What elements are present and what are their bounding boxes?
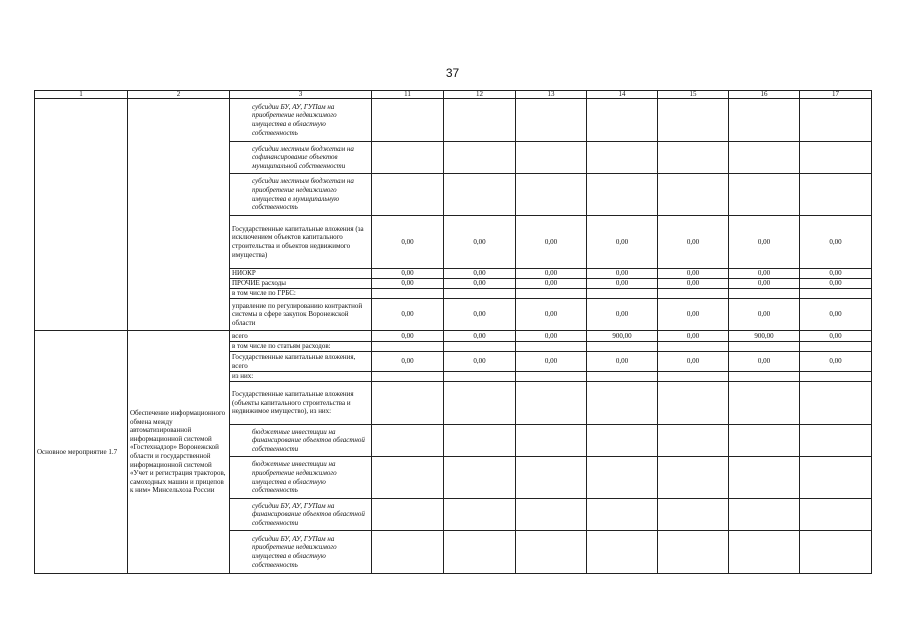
value-cell: 0,00 [587,279,658,289]
table-row [35,331,872,342]
value-cell [587,457,658,499]
value-cell [372,457,444,499]
value-cell [587,425,658,457]
value-cell: 0,00 [444,331,516,342]
value-cell [658,342,729,352]
value-cell [516,499,587,531]
value-cell [516,531,587,574]
value-cell: 0,00 [658,279,729,289]
value-cell [729,499,800,531]
value-cell [587,372,658,382]
value-cell: 0,00 [444,269,516,279]
value-cell [372,499,444,531]
value-cell: 900,00 [587,331,658,342]
value-cell [658,382,729,425]
value-cell [372,425,444,457]
value-cell [372,289,444,299]
column-header-row [35,91,872,99]
value-cell: 900,00 [729,331,800,342]
value-cell [729,457,800,499]
table-body [35,91,872,574]
value-cell [372,342,444,352]
value-cell [372,142,444,174]
value-cell: 0,00 [444,352,516,372]
value-cell [516,372,587,382]
value-cell [729,142,800,174]
value-cell [729,289,800,299]
value-cell: 0,00 [658,299,729,331]
value-cell [587,142,658,174]
value-cell [444,142,516,174]
row-label: в том числе по ГРБС: [230,289,372,299]
value-cell [587,382,658,425]
value-cell: 0,00 [516,331,587,342]
value-cell [658,289,729,299]
column-header: 13 [516,91,587,99]
table-row [35,99,872,142]
value-cell: 0,00 [372,216,444,269]
value-cell: 0,00 [800,352,872,372]
value-cell [800,289,872,299]
value-cell [800,499,872,531]
value-cell [516,425,587,457]
row-label: Государственные капитальные вложения, всего [230,352,372,372]
value-cell: 0,00 [729,269,800,279]
value-cell [658,372,729,382]
row-label: субсидии БУ, АУ, ГУПам на приобретение недвижимого имущества в областную собственность [230,531,372,574]
value-cell [372,531,444,574]
value-cell: 0,00 [587,352,658,372]
budget-table [34,90,872,574]
value-cell: 0,00 [587,269,658,279]
value-cell [729,99,800,142]
value-cell [444,174,516,216]
value-cell: 0,00 [658,352,729,372]
group-title-cell: Обеспечение информационного обмена между автоматизированной информационной системой «Гостехнадзор» Воронежской области и государственной информационной системой «Учет и регистрация тракторов, самоходных машин и прицепов к ним» Минсельхоза России [128,331,230,574]
row-label: НИОКР [230,269,372,279]
value-cell [800,372,872,382]
value-cell [800,174,872,216]
value-cell [658,499,729,531]
row-label: из них: [230,372,372,382]
value-cell: 0,00 [729,216,800,269]
column-header: 11 [372,91,444,99]
group-code-cell-empty [35,99,128,331]
value-cell [587,499,658,531]
column-header: 3 [230,91,372,99]
row-label: бюджетные инвестиции на приобретение недвижимого имущества в областную собственность [230,457,372,499]
value-cell [729,372,800,382]
value-cell: 0,00 [658,269,729,279]
column-header: 14 [587,91,658,99]
value-cell [587,531,658,574]
value-cell: 0,00 [729,352,800,372]
value-cell: 0,00 [372,279,444,289]
value-cell [729,174,800,216]
value-cell [800,457,872,499]
value-cell [587,342,658,352]
value-cell [587,174,658,216]
column-header: 16 [729,91,800,99]
value-cell [444,289,516,299]
value-cell: 0,00 [800,269,872,279]
row-label: Государственные капитальные вложения (за исключением объектов капитального строительства и объектов недвижимого имущества) [230,216,372,269]
value-cell: 0,00 [800,331,872,342]
value-cell: 0,00 [587,216,658,269]
value-cell: 0,00 [516,269,587,279]
value-cell: 0,00 [800,279,872,289]
value-cell: 0,00 [587,299,658,331]
page-number: 37 [445,66,460,80]
row-label: ПРОЧИЕ расходы [230,279,372,289]
value-cell [658,457,729,499]
value-cell [729,425,800,457]
value-cell [372,382,444,425]
value-cell [587,289,658,299]
value-cell [658,174,729,216]
value-cell [516,174,587,216]
column-header: 2 [128,91,230,99]
value-cell: 0,00 [444,299,516,331]
value-cell [516,99,587,142]
value-cell [658,142,729,174]
value-cell: 0,00 [800,216,872,269]
value-cell [587,99,658,142]
value-cell [729,342,800,352]
value-cell [372,174,444,216]
value-cell [800,142,872,174]
value-cell: 0,00 [658,216,729,269]
value-cell [444,99,516,142]
row-label: субсидии БУ, АУ, ГУПам на финансирование объектов областной собственности [230,499,372,531]
value-cell [372,372,444,382]
value-cell [444,382,516,425]
value-cell: 0,00 [516,299,587,331]
value-cell [800,342,872,352]
value-cell [444,425,516,457]
value-cell: 0,00 [372,331,444,342]
value-cell [516,142,587,174]
value-cell: 0,00 [372,269,444,279]
value-cell [658,99,729,142]
value-cell: 0,00 [516,279,587,289]
value-cell [444,457,516,499]
value-cell [800,382,872,425]
value-cell [800,99,872,142]
value-cell: 0,00 [516,352,587,372]
value-cell: 0,00 [658,331,729,342]
value-cell: 0,00 [444,279,516,289]
value-cell [444,499,516,531]
value-cell [800,531,872,574]
column-header: 17 [800,91,872,99]
value-cell: 0,00 [372,352,444,372]
column-header: 1 [35,91,128,99]
value-cell [516,289,587,299]
group-title-cell-empty [128,99,230,331]
value-cell [444,372,516,382]
row-label: Государственные капитальные вложения (объекты капитального строительства и недвижимое имущество), из них: [230,382,372,425]
value-cell [729,531,800,574]
group-code-cell: Основное мероприятие 1.7 [35,331,128,574]
value-cell [444,342,516,352]
value-cell [516,382,587,425]
column-header: 15 [658,91,729,99]
value-cell: 0,00 [444,216,516,269]
row-label: всего [230,331,372,342]
value-cell: 0,00 [516,216,587,269]
value-cell [800,425,872,457]
value-cell [658,531,729,574]
value-cell: 0,00 [729,299,800,331]
row-label: в том числе по статьям расходов: [230,342,372,352]
row-label: субсидии БУ, АУ, ГУПам на приобретение недвижимого имущества в областную собственность [230,99,372,142]
row-label: субсидии местным бюджетам на приобретение недвижимого имущества в муниципальную собственность [230,174,372,216]
row-label: бюджетные инвестиции на финансирование объектов областной собственности [230,425,372,457]
value-cell: 0,00 [729,279,800,289]
column-header: 12 [444,91,516,99]
value-cell [516,457,587,499]
row-label: управление по регулированию контрактной системы в сфере закупок Воронежской области [230,299,372,331]
value-cell [444,531,516,574]
value-cell [372,99,444,142]
value-cell [658,425,729,457]
row-label: субсидии местным бюджетам на софинансирование объектов муниципальной собственности [230,142,372,174]
value-cell: 0,00 [800,299,872,331]
value-cell [516,342,587,352]
value-cell [729,382,800,425]
value-cell: 0,00 [372,299,444,331]
